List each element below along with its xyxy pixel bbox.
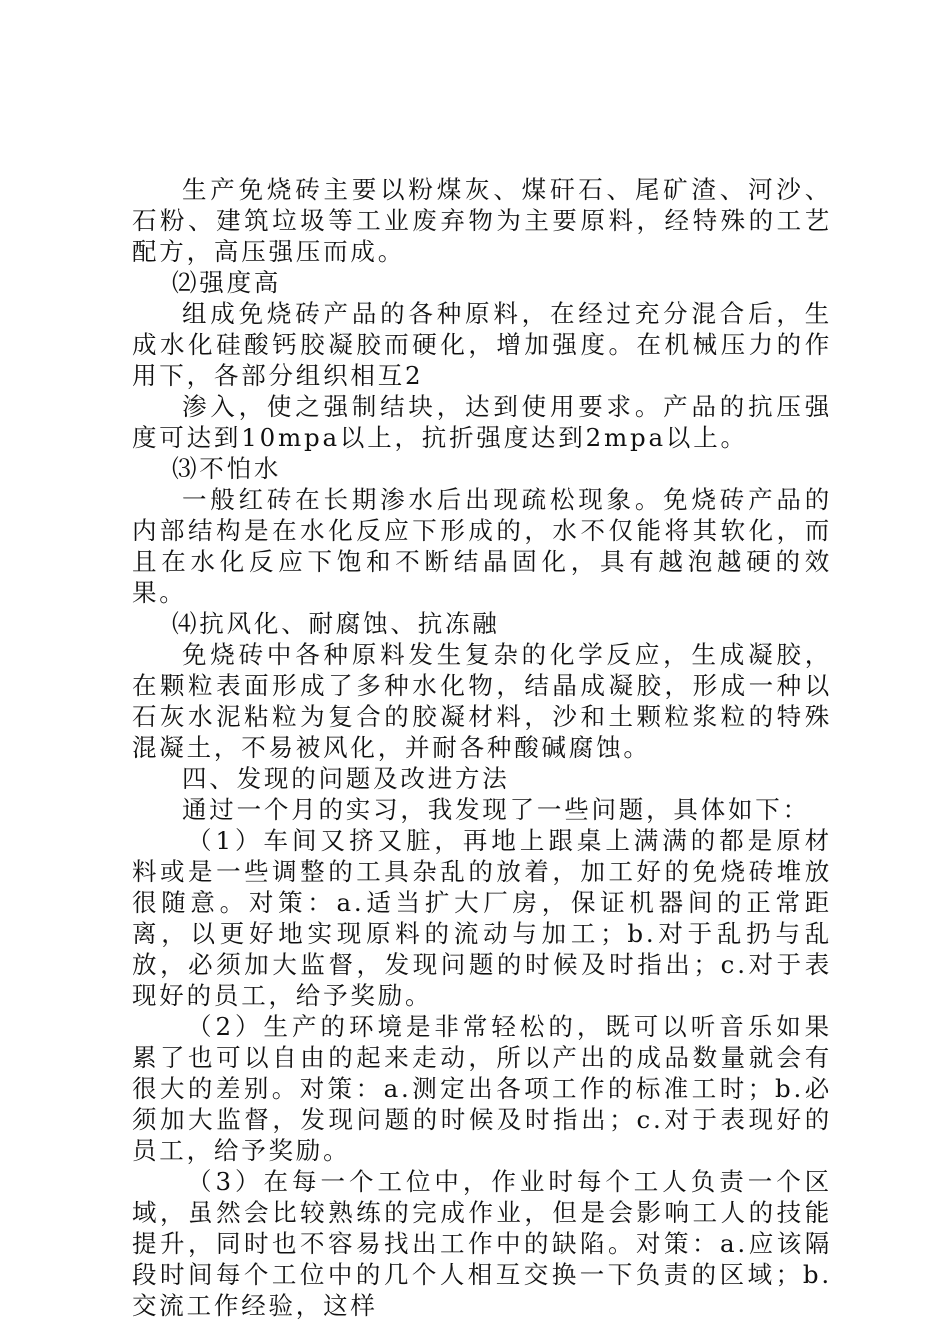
heading-water-resistant: ⑶不怕水 [172, 454, 282, 483]
paragraph-raw-materials: 生产免烧砖主要以粉煤灰、煤矸石、尾矿渣、河沙、石粉、建筑垃圾等工业废弃物为主要原料，经特殊的工艺配方，高压强压而成。 [132, 175, 832, 266]
paragraph-strength-values: 渗入，使之强制结块，达到使用要求。产品的抗压强度可达到10mpa以上，抗折强度达到2mpa以上。 [132, 392, 832, 452]
heading-high-strength: ⑵强度高 [172, 268, 282, 297]
paragraph-weathering-description: 免烧砖中各种原料发生复杂的化学反应，生成凝胶，在颗粒表面形成了多种水化物，结晶成凝胶，形成一种以石灰水泥粘粒为复合的胶凝材料，沙和土颗粒浆粒的特殊混凝土，不易被风化，并耐各种酸碱腐蚀。 [132, 640, 832, 762]
paragraph-strength-description: 组成免烧砖产品的各种原料，在经过充分混合后，生成水化硅酸钙胶凝胶而硬化，增加强度。在机械压力的作用下，各部分组织相互2 [132, 299, 832, 390]
paragraph-problem-3: （3）在每一个工位中，作业时每个工人负责一个区域，虽然会比较熟练的完成作业，但是会影响工人的技能提升，同时也不容易找出工作中的缺陷。对策：a.应该隔段时间每个工位中的几个人相互交换一下负责的区域；b.交流工作经验，这样 [132, 1167, 832, 1320]
document-body [132, 174, 832, 1321]
paragraph-problems-intro: 通过一个月的实习，我发现了一些问题，具体如下： [182, 795, 810, 824]
section-heading-problems: 四、发现的问题及改进方法 [182, 764, 510, 793]
paragraph-water-description: 一般红砖在长期渗水后出现疏松现象。免烧砖产品的内部结构是在水化反应下形成的，水不仅能将其软化，而且在水化反应下饱和不断结晶固化，具有越泡越硬的效果。 [132, 485, 832, 607]
paragraph-problem-1: （1）车间又挤又脏，再地上跟桌上满满的都是原材料或是一些调整的工具杂乱的放着，加工好的免烧砖堆放很随意。对策：a.适当扩大厂房，保证机器间的正常距离，以更好地实现原料的流动与加工；b.对于乱扔与乱放，必须加大监督，发现问题的时候及时指出；c.对于表现好的员工，给予奖励。 [132, 826, 832, 1010]
paragraph-problem-2: （2）生产的环境是非常轻松的，既可以听音乐如果累了也可以自由的起来走动，所以产出的成品数量就会有很大的差别。对策：a.测定出各项工作的标准工时；b.必须加大监督，发现问题的时候及时指出；c.对于表现好的员工，给予奖励。 [132, 1012, 832, 1165]
heading-weathering-resistant: ⑷抗风化、耐腐蚀、抗冻融 [172, 609, 500, 638]
